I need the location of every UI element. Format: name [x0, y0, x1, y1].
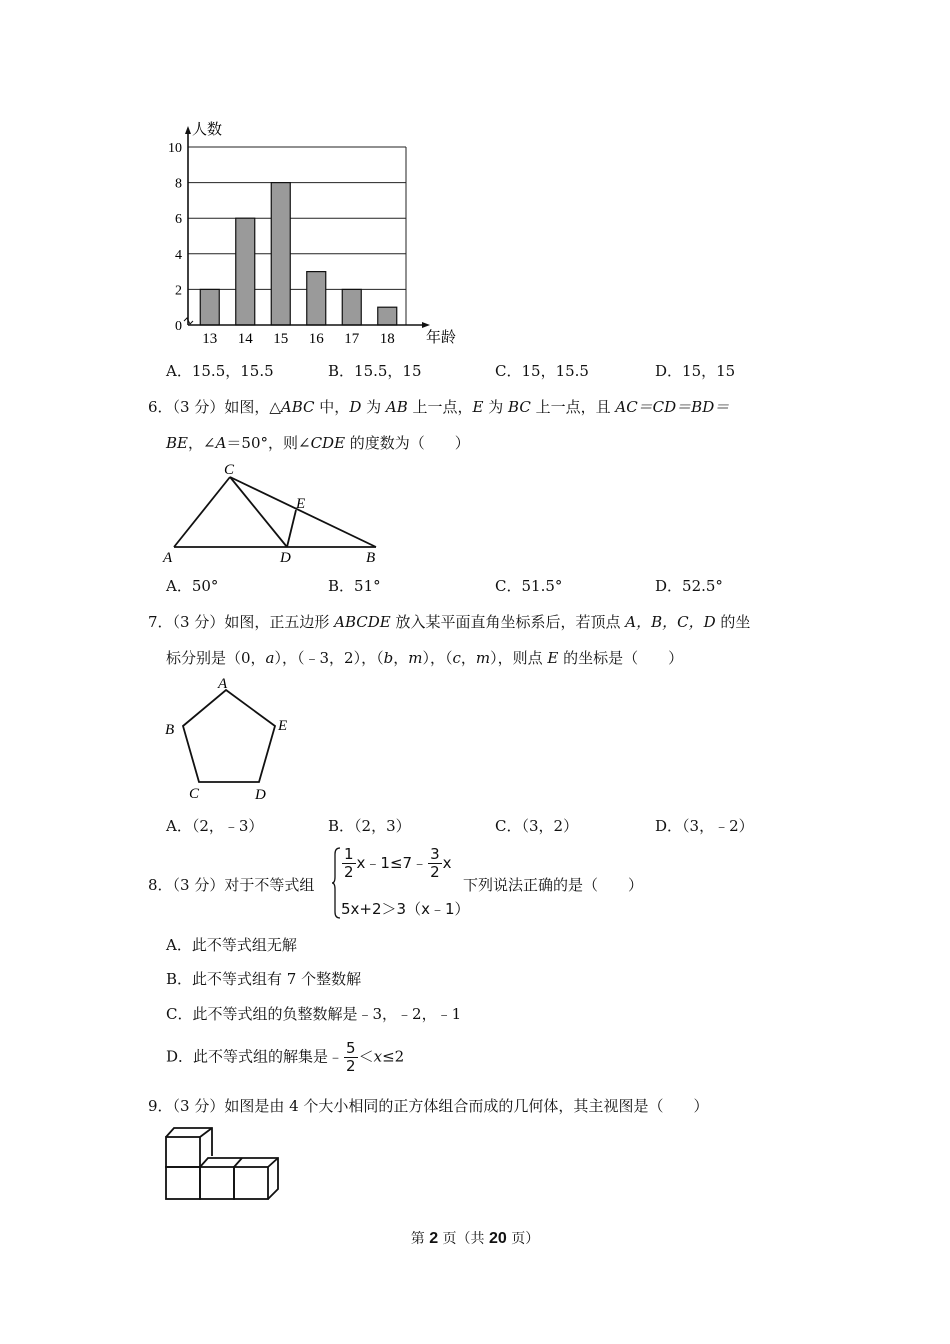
inequality-system: [331, 845, 470, 920]
label-C: C: [224, 462, 235, 478]
y-tick-label: 0: [175, 319, 182, 334]
inequality-row-2: 5x+2＞3（x﹣1）: [341, 900, 470, 918]
q8-option-d: D．此不等式组的解集是﹣ $\frac{5}{2}$ ＜x≤2: [166, 1039, 405, 1075]
cubes-figure: [160, 1122, 286, 1202]
inequality-row-1: $\frac{1}{2}$ x﹣1≤7﹣ $\frac{3}{2}$ x: [344, 845, 452, 881]
q7-option-c: C．（3，2）: [495, 817, 579, 835]
bar: [307, 272, 326, 325]
q8-option-b: B．此不等式组有 7 个整数解: [166, 970, 362, 988]
bar: [378, 307, 397, 325]
label-C: C: [189, 786, 200, 802]
q8-option-c: C．此不等式组的负整数解是﹣3，﹣2，﹣1: [166, 1005, 462, 1023]
label-B: B: [366, 550, 376, 566]
q9-text: 9．（3 分）如图是由 4 个大小相同的正方体组合而成的几何体，其主视图是（ ）: [148, 1097, 709, 1115]
q5-option-b: B．15.5，15: [328, 362, 422, 380]
y-tick-label: 4: [175, 247, 182, 263]
bar: [200, 289, 219, 325]
q7-option-d: D．（3，﹣2）: [655, 817, 754, 835]
q6-option-b: B．51°: [328, 577, 381, 595]
q7-option-a: A．（2，﹣3）: [166, 817, 264, 835]
age-bar-chart: [150, 118, 460, 350]
q6-line2: BE，∠A＝50°，则∠CDE 的度数为（ ）: [166, 434, 470, 452]
label-D: D: [255, 787, 266, 803]
q7-line1: 7．（3 分）如图，正五边形 ABCDE 放入某平面直角坐标系后，若顶点 A，B，C，D 的坐: [148, 613, 751, 631]
page-footer: 第 2 页（共 20 页）: [410, 1230, 540, 1247]
y-tick-label: 2: [175, 283, 182, 299]
bar: [342, 289, 361, 325]
label-A: A: [218, 676, 228, 692]
x-tick-label: 16: [308, 331, 324, 347]
x-tick-label: 15: [273, 331, 289, 347]
y-tick-label: 10: [168, 141, 182, 156]
q5-option-c: C．15，15.5: [495, 362, 589, 380]
chart-grid: [188, 147, 406, 325]
q7-option-b: B．（2，3）: [328, 817, 411, 835]
y-axis-title: 人数: [192, 122, 223, 138]
q6-option-c: C．51.5°: [495, 577, 563, 595]
y-tick-label: 8: [175, 176, 182, 192]
label-A: A: [163, 550, 173, 566]
label-B: B: [165, 722, 175, 738]
q6-line1: 6．（3 分）如图，△ABC 中，D 为 AB 上一点，E 为 BC 上一点，且 AC＝CD＝BD＝: [148, 398, 730, 416]
x-axis-title: 年龄: [426, 330, 457, 346]
bar: [271, 183, 290, 325]
label-E: E: [278, 718, 288, 734]
y-axis-arrow-icon: [185, 126, 191, 134]
x-tick-label: 13: [202, 331, 218, 347]
x-tick-label: 14: [237, 331, 253, 347]
q8-suffix: 下列说法正确的是（ ）: [463, 876, 644, 894]
q5-option-a: A．15.5，15.5: [166, 362, 274, 380]
q8-prefix: 8．（3 分）对于不等式组: [148, 876, 315, 894]
bar: [236, 218, 255, 325]
q6-option-a: A．50°: [166, 577, 219, 595]
label-E: E: [296, 496, 306, 512]
q5-option-d: D．15，15: [655, 362, 736, 380]
brace-icon: [331, 846, 341, 920]
q8-option-a: A．此不等式组无解: [166, 936, 297, 954]
y-tick-label: 6: [175, 212, 182, 228]
pentagon-figure: [160, 674, 300, 804]
q6-option-d: D．52.5°: [655, 577, 723, 595]
x-tick-label: 18: [379, 331, 395, 347]
triangle-figure: [160, 460, 390, 568]
q7-line2: 标分别是（0，a），（﹣3，2），（b，m），（c，m），则点 E 的坐标是（ ）: [166, 649, 684, 667]
x-tick-label: 17: [344, 331, 360, 347]
label-D: D: [280, 550, 291, 566]
x-axis-arrow-icon: [422, 322, 430, 328]
